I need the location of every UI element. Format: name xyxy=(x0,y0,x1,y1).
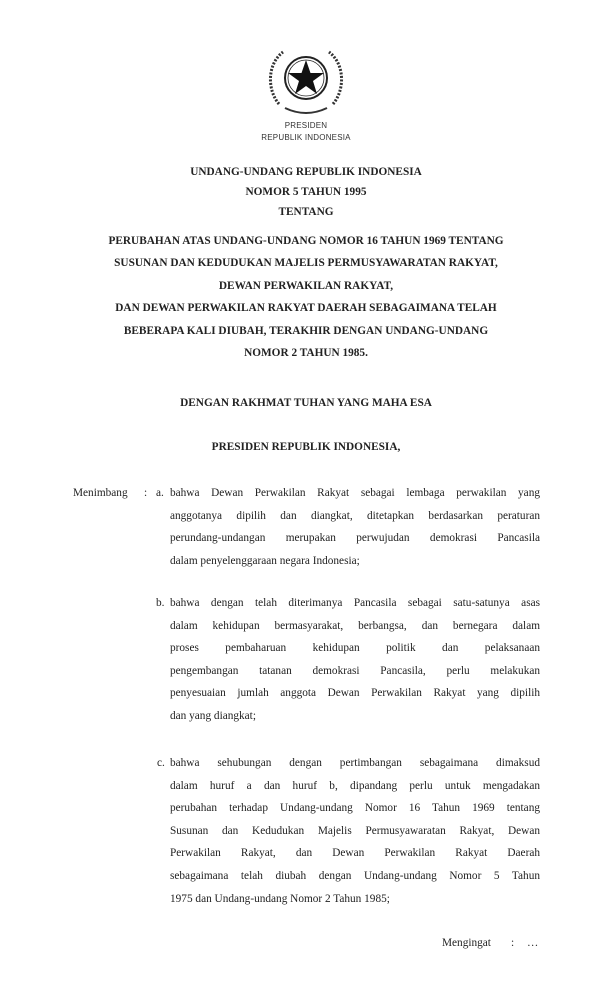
line-text: penyesuaian jumlah anggota Dewan Perwakilan Rakyat yang dipilih xyxy=(170,687,540,700)
item-marker: c. xyxy=(157,757,165,769)
paragraph-line xyxy=(170,555,540,567)
line-text: dan yang diangkat; xyxy=(170,710,256,722)
title-line: UNDANG-UNDANG REPUBLIK INDONESIA xyxy=(190,166,422,178)
line-text: dalam penyelenggaraan negara Indonesia; xyxy=(170,554,360,567)
paragraph-line xyxy=(170,532,540,544)
line-text: Susunan dan Kedudukan Majelis Permusyawaratan Rakyat, Dewan xyxy=(170,824,540,837)
line-text: Perwakilan Rakyat, dan Dewan Perwakilan Rakyat Daerah xyxy=(170,847,540,860)
next-page-ellipsis: … xyxy=(527,937,539,949)
line-text: sebagaimana telah diubah dengan Undang-undang Nomor 5 Tahun xyxy=(170,870,540,882)
line-text: perundang-undangan merupakan perwujudan demokrasi Pancasila xyxy=(170,532,540,545)
paragraph-line xyxy=(170,665,540,677)
line-text: dalam huruf a dan huruf b, dipandang perlu untuk mengadakan xyxy=(170,779,540,792)
paragraph-line xyxy=(170,687,540,699)
menimbang-label: Menimbang xyxy=(73,487,128,499)
paragraph-line xyxy=(170,620,540,632)
title-line: TENTANG xyxy=(278,206,334,218)
line-text: pengembangan tatanan demokrasi Pancasila, perlu melakukan xyxy=(170,664,540,677)
line-text: proses pembaharuan kehidupan politik dan pelaksanaan xyxy=(170,642,540,655)
next-page-colon: : xyxy=(511,937,515,949)
title-line: PERUBAHAN ATAS UNDANG-UNDANG NOMOR 16 TAHUN 1969 TENTANG xyxy=(108,235,504,247)
paragraph-line xyxy=(170,487,540,499)
line-text: bahwa dengan telah diterimanya Pancasila sebagai satu-satunya asas xyxy=(170,597,540,609)
paragraph-line xyxy=(170,847,540,859)
paragraph-line xyxy=(170,780,540,792)
letterhead-presiden: PRESIDEN xyxy=(284,121,328,130)
item-marker: a. xyxy=(156,487,164,499)
title-line: DEWAN PERWAKILAN RAKYAT, xyxy=(218,280,394,292)
paragraph-line xyxy=(170,870,540,882)
title-line: NOMOR 2 TAHUN 1985. xyxy=(244,347,368,359)
title-line: NOMOR 5 TAHUN 1995 xyxy=(245,186,367,198)
paragraph-line xyxy=(170,597,540,609)
item-marker: b. xyxy=(156,597,165,609)
paragraph-line xyxy=(170,757,540,769)
paragraph-line xyxy=(170,802,540,814)
garuda-emblem-icon xyxy=(265,42,347,118)
line-text: anggotanya dipilih dan diangkat, ditetapkan berdasarkan peraturan xyxy=(170,509,540,522)
president-heading: PRESIDEN REPUBLIK INDONESIA, xyxy=(211,441,401,453)
letterhead-republik: REPUBLIK INDONESIA xyxy=(261,133,351,142)
paragraph-line xyxy=(170,642,540,654)
paragraph-line xyxy=(170,893,540,905)
title-line: DAN DEWAN PERWAKILAN RAKYAT DAERAH SEBAGAIMANA TELAH xyxy=(115,302,497,314)
title-line: SUSUNAN DAN KEDUDUKAN MAJELIS PERMUSYAWARATAN RAKYAT, xyxy=(114,257,498,269)
line-text: dalam kehidupan bermasyarakat, berbangsa, dan bernegara dalam xyxy=(170,619,540,632)
line-text: bahwa sehubungan dengan pertimbangan sebagaimana dimaksud xyxy=(170,757,540,769)
line-text: 1975 dan Undang-undang Nomor 2 Tahun 1985; xyxy=(170,892,390,905)
line-text: bahwa Dewan Perwakilan Rakyat sebagai lembaga perwakilan yang xyxy=(170,487,540,499)
menimbang-colon: : xyxy=(144,487,148,499)
line-text: perubahan terhadap Undang-undang Nomor 16 Tahun 1969 tentang xyxy=(170,802,540,815)
paragraph-line xyxy=(170,510,540,522)
invocation: DENGAN RAKHMAT TUHAN YANG MAHA ESA xyxy=(180,397,432,409)
title-line: BEBERAPA KALI DIUBAH, TERAKHIR DENGAN UNDANG-UNDANG xyxy=(123,325,489,337)
paragraph-line xyxy=(170,825,540,837)
next-page-mengingat: Mengingat xyxy=(442,937,491,949)
paragraph-line xyxy=(170,710,540,722)
